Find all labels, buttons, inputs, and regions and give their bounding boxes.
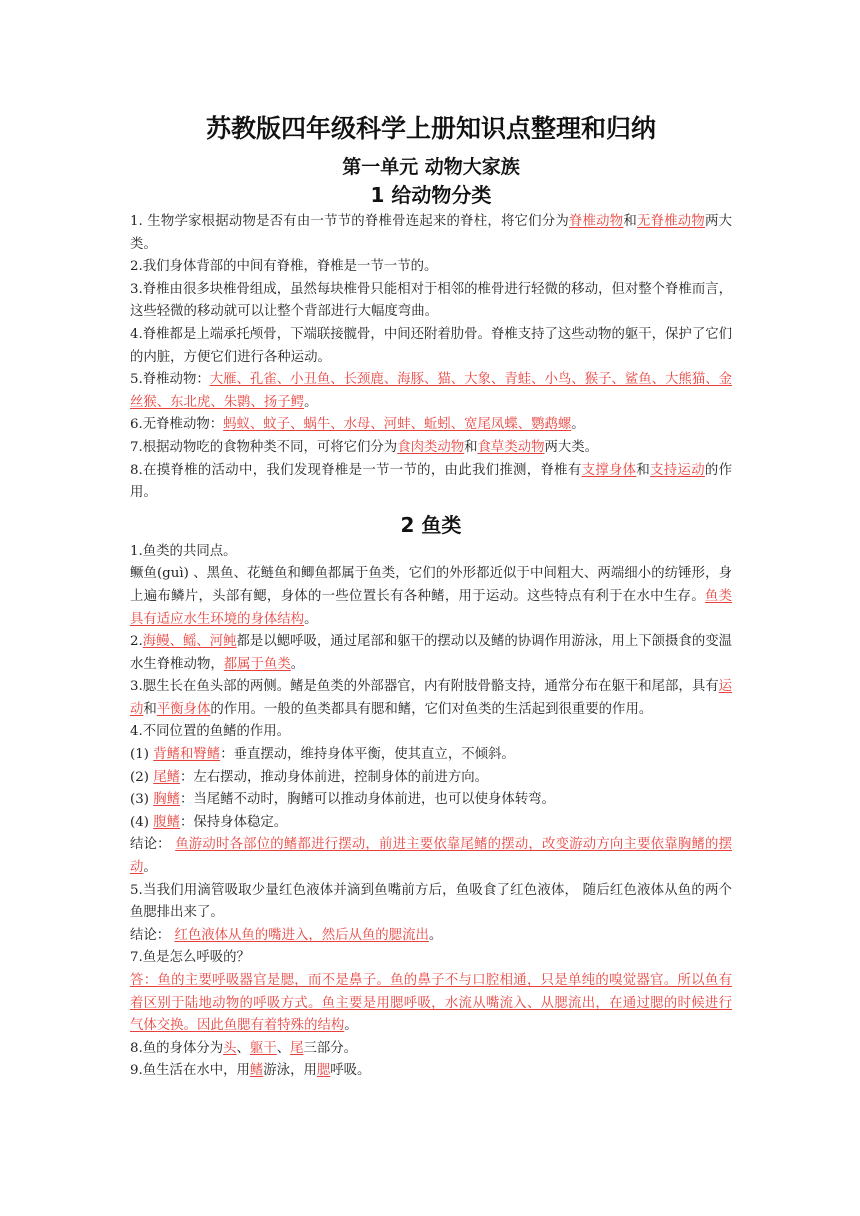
paragraph	[130, 834, 732, 879]
text-run: 8.鱼的身体分为	[130, 1040, 224, 1056]
highlighted-answer: 头	[223, 1040, 237, 1056]
text-run: (3)	[130, 792, 154, 808]
paragraph	[130, 970, 732, 1038]
text-run: 5.脊椎动物：	[130, 372, 210, 388]
paragraph	[130, 676, 732, 721]
text-run: 鳜鱼(guì) 、黑鱼、花鲢鱼和鲫鱼都属于鱼类，它们的外形都近似于中间粗大、两端细小的纺锤形，身上遍布鳞片，头部有鳃，身体的一些位置长有各种鳍，用于运动。这些特点有利于在水中生存。	[130, 566, 732, 604]
text-run: 3.腮生长在鱼头部的两侧。鳍是鱼类的外部器官，内有附肢骨骼支持，通常分布在躯干和尾部，具有	[130, 679, 719, 695]
text-run: 。	[290, 656, 305, 672]
text-run: 4.脊椎都是上端承托颅骨，下端联接髋骨，中间还附着肋骨。脊椎支持了这些动物的躯干，保护了它们的内脏，方便它们进行各种运动。	[130, 326, 732, 365]
highlighted-answer: 鱼的主要呼吸器官是腮，而不是鼻子。鱼的鼻子不与口腔相通，只是单纯的嗅觉器官。所以鱼有着区别于陆地动物的呼吸方式。鱼主要是用腮呼吸，水流从嘴流入、从腮流出，在通过腮的时候进行气体交换。因此鱼腮有着特殊的结构	[130, 973, 733, 1034]
text-run: (1)	[130, 747, 154, 763]
text-run: 1.鱼类的共同点。	[130, 543, 237, 559]
text-run: 和	[636, 462, 651, 478]
text-run: 和	[623, 214, 637, 229]
paragraph	[130, 880, 732, 925]
unit-title: 第一单元 动物大家族	[342, 156, 520, 178]
section-title-classify-animals: 1 给动物分类	[370, 183, 492, 207]
paragraph	[130, 1038, 732, 1061]
highlighted-answer: 鱼类具有适应水生环境的身体结构	[130, 588, 733, 627]
document-title: 苏教版四年级科学上册知识点整理和归纳	[205, 114, 656, 143]
text-run: 两大类。	[130, 214, 733, 252]
highlighted-answer: 胸鳍	[153, 792, 181, 808]
text-run: 。	[428, 927, 443, 943]
text-run: 、	[236, 1040, 250, 1056]
text-run: 呼吸。	[330, 1063, 371, 1079]
text-run: ：垂直摆动，维持身体平衡，使其直立，不倾斜。	[220, 747, 515, 763]
text-run: (2)	[130, 769, 154, 785]
paragraph	[130, 744, 732, 767]
highlighted-answer: 鳍	[249, 1063, 264, 1079]
section-body-fish	[130, 541, 732, 1083]
highlighted-answer: 蚂蚁、蚊子、蜗牛、水母、河蚌、蚯蚓、宽尾凤蝶、鹦鹉螺	[223, 417, 572, 433]
text-run: 的作用。一般的鱼类都具有腮和鳍，它们对鱼类的生活起到很重要的作用。	[210, 701, 653, 717]
highlighted-answer: 尾	[290, 1040, 304, 1056]
paragraph	[130, 925, 732, 948]
paragraph	[130, 324, 732, 369]
highlighted-answer: 腹鳍	[153, 814, 181, 830]
paragraph	[130, 1060, 732, 1083]
paragraph	[130, 211, 732, 256]
text-run: 的作用。	[130, 462, 732, 501]
highlighted-answer: 躯干	[249, 1040, 277, 1056]
highlighted-answer: 支持运动	[650, 462, 705, 478]
text-run: 和	[143, 701, 157, 717]
text-run: 都是以鳃呼吸，通过尾部和躯干的摆动以及鳍的协调作用游泳，用上下颌摄食的变温水生脊椎动物，	[130, 634, 733, 672]
text-run: 三部分。	[303, 1040, 358, 1056]
paragraph	[130, 812, 732, 835]
section-title-fish: 2 鱼类	[400, 512, 462, 537]
text-run: 4.不同位置的鱼鳍的作用。	[130, 724, 291, 740]
paragraph	[130, 414, 732, 437]
highlighted-answer: 支撑身体	[581, 462, 637, 478]
highlighted-answer: 红色液体从鱼的嘴进入，然后从鱼的腮流出	[174, 927, 429, 943]
text-run: 1. 生物学家根据动物是否有由一节节的脊椎骨连起来的脊柱，将它们分为	[130, 214, 569, 229]
highlighted-answer: 尾鳍	[153, 769, 181, 785]
text-run: ：当尾鳍不动时，胸鳍可以推动身体前进，也可以使身体转弯。	[180, 792, 555, 808]
paragraph	[130, 563, 732, 631]
text-run: ：左右摆动，推动身体前进，控制身体的前进方向。	[180, 769, 488, 785]
paragraph	[130, 947, 732, 970]
text-run: 两大类。	[544, 439, 599, 455]
paragraph	[130, 460, 732, 505]
text-run: 。	[304, 394, 318, 410]
highlighted-answer: 无脊椎动物	[637, 214, 706, 229]
highlighted-answer: 运动	[130, 679, 732, 717]
highlighted-answer: 都属于鱼类	[223, 656, 291, 672]
highlighted-answer: 大雁、孔雀、小丑鱼、长颈鹿、海豚、猫、大象、青蛙、小鸟、猴子、鲨鱼、大熊猫、金丝猴、东北虎、朱鹮、扬子鳄	[130, 372, 732, 410]
text-run: 7.鱼是怎么呼吸的？	[130, 950, 250, 966]
text-run: 9.鱼生活在水中，用	[130, 1063, 250, 1079]
text-run: 游泳，用	[263, 1063, 317, 1079]
text-run: ：保持身体稳定。	[180, 814, 288, 830]
text-run: 8.在摸脊椎的活动中，我们发现脊椎是一节一节的，由此我们推测，脊椎有	[130, 462, 582, 478]
text-run: (4)	[130, 814, 154, 830]
highlighted-answer: 食草类动物	[477, 439, 545, 455]
text-run: 7.根据动物吃的食物种类不同，可将它们分为	[130, 439, 398, 455]
text-run: 。	[304, 611, 318, 627]
paragraph	[130, 631, 732, 676]
highlighted-answer: 食肉类动物	[397, 439, 465, 455]
highlighted-answer: 脊椎动物	[568, 214, 624, 229]
section-body-classify-animals	[130, 211, 732, 505]
highlighted-answer: 海鳗、鳐、河鲀	[142, 634, 237, 650]
text-run: 2.我们身体背部的中间有脊椎，脊椎是一节一节的。	[130, 259, 438, 275]
text-run: 结论：	[130, 927, 175, 943]
text-run: 。	[143, 860, 157, 876]
highlighted-answer: 平衡身体	[156, 701, 211, 717]
paragraph	[130, 541, 732, 564]
paragraph	[130, 256, 732, 279]
paragraph	[130, 789, 732, 812]
text-run: 和	[464, 439, 478, 455]
text-run: 、	[276, 1040, 291, 1056]
highlighted-answer: 背鳍和臀鳍	[153, 747, 221, 763]
text-run: 。	[344, 1018, 358, 1034]
text-run: 5.当我们用滴管吸取少量红色液体并滴到鱼嘴前方后，鱼吸食了红色液体， 随后红色液体从鱼的两个鱼腮排出来了。	[130, 882, 732, 921]
highlighted-answer: 鱼游动时各部位的鳍都进行摆动，前进主要依靠尾鳍的摆动，改变游动方向主要依靠胸鳍的摆动	[130, 837, 733, 876]
highlighted-answer: 腮	[316, 1063, 331, 1079]
paragraph	[130, 369, 732, 414]
text-run: 3.脊椎由很多块椎骨组成，虽然每块椎骨只能相对于相邻的椎骨进行轻微的移动，但对整个脊椎而言，这些轻微的移动就可以让整个背部进行大幅度弯曲。	[130, 281, 732, 320]
paragraph	[130, 721, 732, 744]
text-run: 结论：	[130, 837, 176, 853]
paragraph	[130, 279, 732, 324]
text-run: 2.	[130, 634, 143, 650]
highlighted-answer: 答：	[130, 973, 158, 988]
paragraph	[130, 437, 732, 460]
paragraph	[130, 767, 732, 790]
text-run: 。	[571, 417, 585, 433]
text-run: 6.无脊椎动物：	[130, 417, 224, 433]
